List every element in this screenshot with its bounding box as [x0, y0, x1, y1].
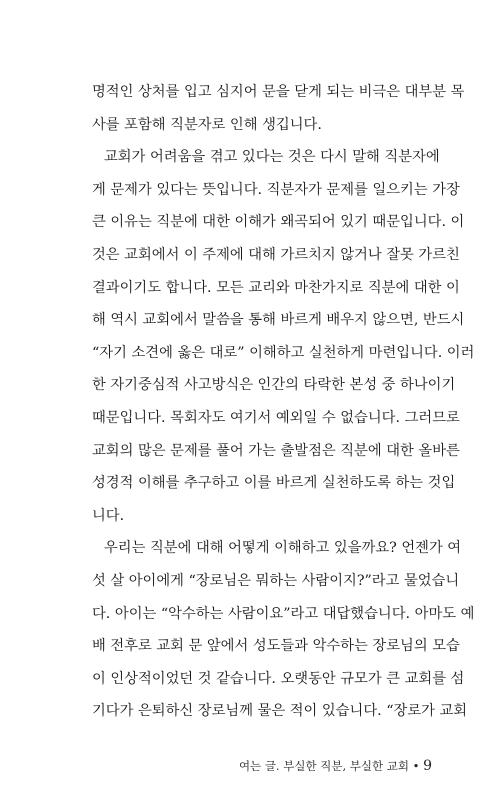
footer-bullet: •	[412, 759, 420, 773]
body-line: 큰 이유는 직분에 대한 이해가 왜곡되어 있기 때문입니다. 이	[92, 214, 465, 231]
body-line: 우리는 직분에 대해 어떻게 이해하고 있을까요? 언젠가 여	[104, 540, 462, 557]
body-line: 교회의 많은 문제를 풀어 가는 출발점은 직분에 대한 올바른	[92, 442, 460, 459]
body-line: 배 전후로 교회 문 앞에서 성도들과 악수하는 장로님의 모습	[92, 638, 460, 655]
body-line: 한 자기중심적 사고방식은 인간의 타락한 본성 중 하나이기	[92, 377, 456, 394]
body-line: 게 문제가 있다는 뜻입니다. 직분자가 문제를 일으키는 가장	[92, 181, 460, 198]
body-line: 섯 살 아이에게 “장로님은 뭐하는 사람이지?”라고 물었습니	[92, 573, 460, 589]
body-line: 이 인상적이었던 것 같습니다. 오랫동안 규모가 큰 교회를 섬	[92, 670, 465, 687]
body-line: “자기 소견에 옳은 대로” 이해하고 실천하게 마련입니다. 이러	[92, 344, 475, 361]
body-line: 때문입니다. 목회자도 여기서 예외일 수 없습니다. 그러므로	[92, 410, 460, 426]
body-line: 다. 아이는 “악수하는 사람이요”라고 대답했습니다. 아마도 예	[92, 605, 475, 622]
body-line: 교회가 어려움을 겪고 있다는 것은 다시 말해 직분자에	[104, 149, 440, 166]
running-head: 여는 글. 부실한 직분, 부실한 교회	[238, 759, 409, 773]
body-line: 기다가 은퇴하신 장로님께 물은 적이 있습니다. “장로가 교회	[92, 703, 468, 720]
body-line: 명적인 상처를 입고 심지어 문을 닫게 되는 비극은 대부분 목	[92, 84, 465, 100]
body-line: 니다.	[92, 507, 125, 524]
body-line: 해 역시 교회에서 말씀을 통해 바르게 배우지 않으면, 반드시	[92, 312, 465, 329]
page-footer	[239, 758, 432, 774]
body-line: 결과이기도 합니다. 모든 교리와 마찬가지로 직분에 대한 이	[92, 279, 460, 296]
body-line: 성경적 이해를 추구하고 이를 바르게 실천하도록 하는 것입	[92, 475, 456, 492]
body-line: 것은 교회에서 이 주제에 대해 가르치지 않거나 잘못 가르친	[92, 247, 460, 263]
body-line: 사를 포함해 직분자로 인해 생깁니다.	[92, 116, 322, 133]
page-number: 9	[423, 758, 432, 774]
